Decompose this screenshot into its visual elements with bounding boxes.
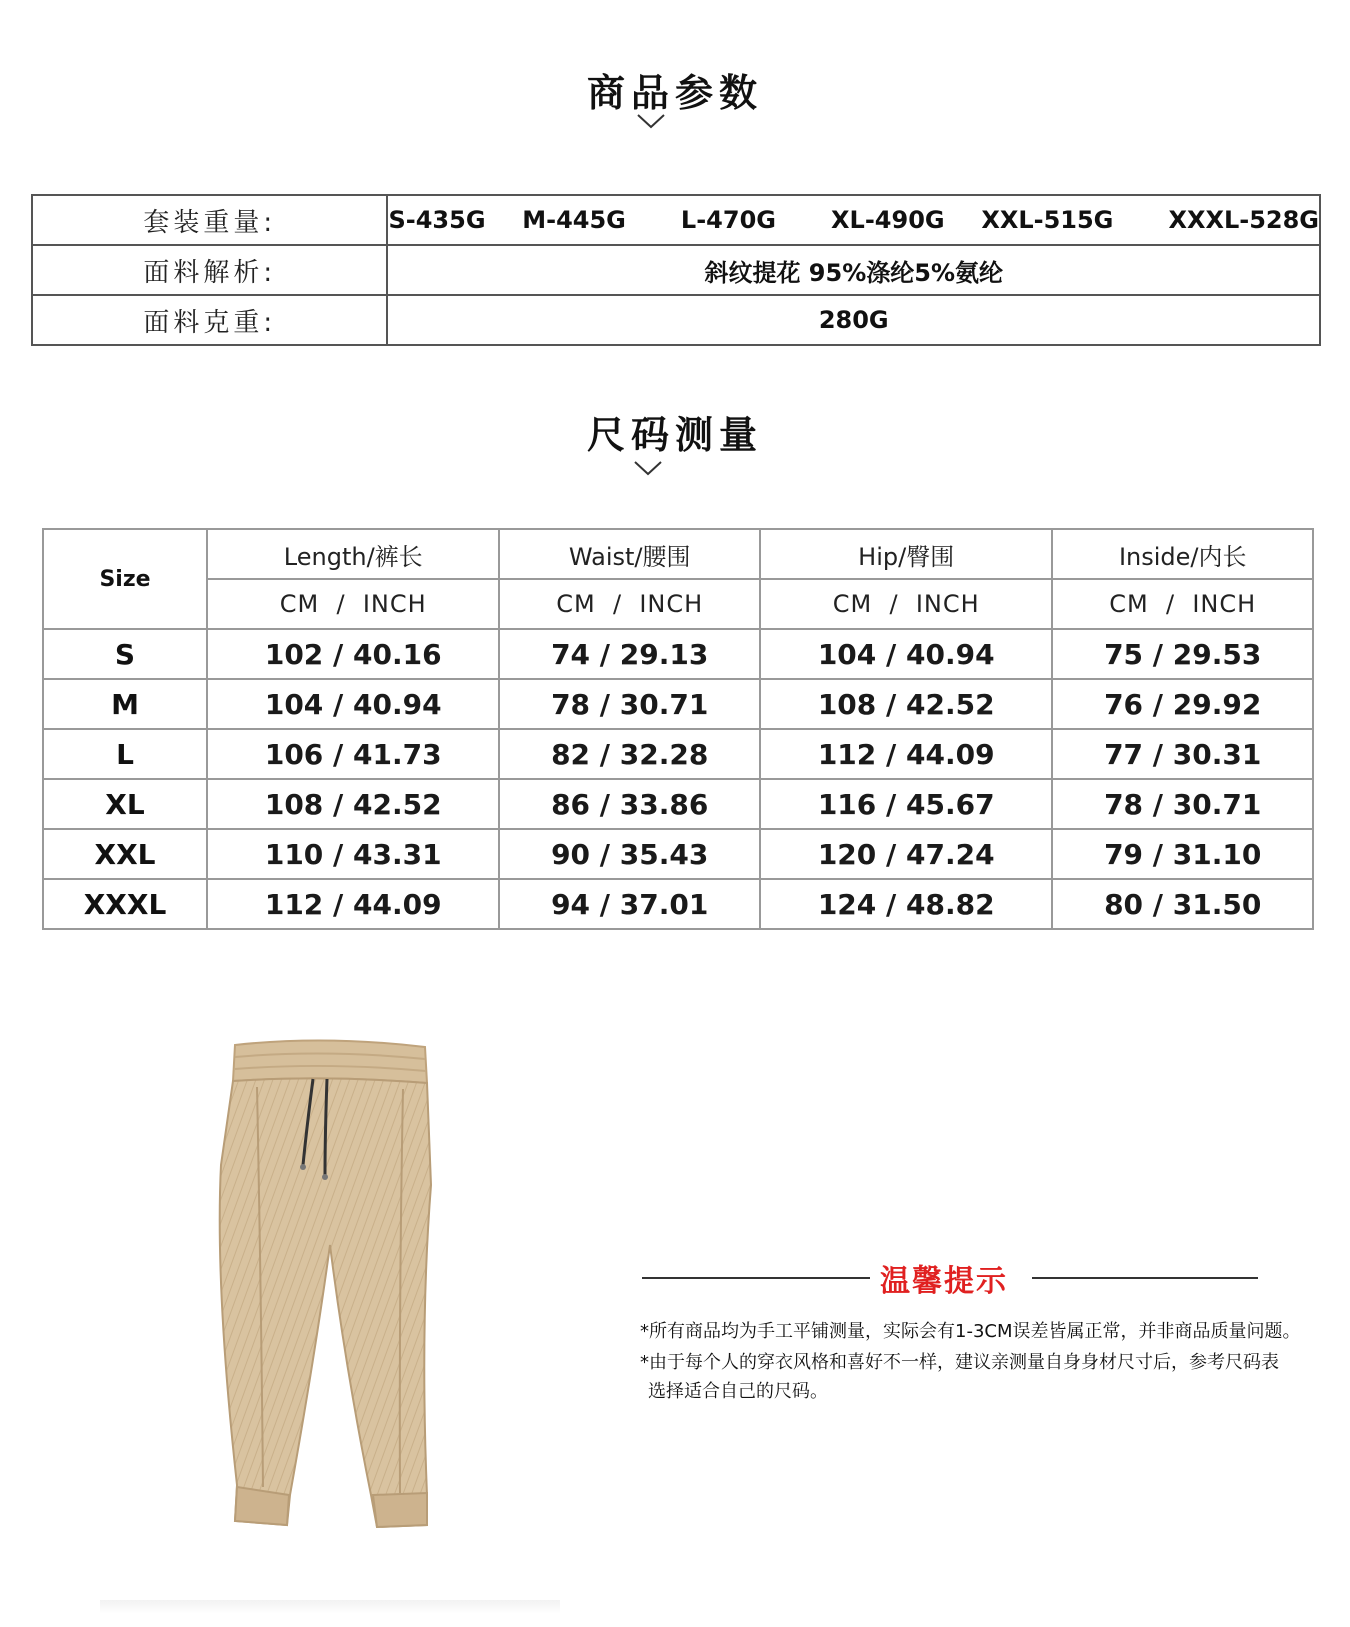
table-row bbox=[43, 779, 1313, 829]
table-row bbox=[43, 679, 1313, 729]
table-cell: 75 / 29.53 bbox=[1052, 629, 1313, 679]
param-value: 斜纹提花 95%涤纶5%氨纶 bbox=[387, 245, 1320, 295]
table-cell: 124 / 48.82 bbox=[760, 879, 1052, 929]
table-cell: 112 / 44.09 bbox=[760, 729, 1052, 779]
tip-line: 选择适合自己的尺码。 bbox=[648, 1381, 828, 1402]
params-table bbox=[31, 194, 1321, 346]
table-row bbox=[43, 829, 1313, 879]
table-header-row bbox=[43, 529, 1313, 579]
size-label: M bbox=[43, 679, 207, 729]
chevron-down-icon bbox=[633, 460, 663, 476]
table-cell: 79 / 31.10 bbox=[1052, 829, 1313, 879]
table-cell: 120 / 47.24 bbox=[760, 829, 1052, 879]
tip-line: *所有商品均为手工平铺测量，实际会有1-3CM误差皆属正常，并非商品质量问题。 bbox=[640, 1321, 1301, 1342]
params-section-title: 商品参数 bbox=[586, 71, 763, 115]
param-label: 面料克重: bbox=[32, 295, 387, 345]
unit-label: CM / INCH bbox=[499, 579, 760, 629]
tips-title: 温馨提示 bbox=[880, 1264, 1008, 1299]
table-cell: 82 / 32.28 bbox=[499, 729, 760, 779]
table-cell: 86 / 33.86 bbox=[499, 779, 760, 829]
table-cell: 104 / 40.94 bbox=[760, 629, 1052, 679]
pants-product-image bbox=[195, 1035, 455, 1555]
param-label: 套装重量: bbox=[32, 195, 387, 245]
column-header: Waist/腰围 bbox=[499, 529, 760, 579]
divider bbox=[642, 1277, 870, 1279]
size-table bbox=[42, 528, 1314, 930]
table-cell: 116 / 45.67 bbox=[760, 779, 1052, 829]
table-row bbox=[43, 629, 1313, 679]
image-shadow bbox=[100, 1600, 560, 1614]
table-cell: 78 / 30.71 bbox=[499, 679, 760, 729]
table-cell: 108 / 42.52 bbox=[760, 679, 1052, 729]
unit-label: CM / INCH bbox=[1052, 579, 1313, 629]
unit-label: CM / INCH bbox=[207, 579, 499, 629]
table-cell: 104 / 40.94 bbox=[207, 679, 499, 729]
table-row bbox=[43, 729, 1313, 779]
size-label: L bbox=[43, 729, 207, 779]
table-unit-row bbox=[43, 579, 1313, 629]
column-header: Inside/内长 bbox=[1052, 529, 1313, 579]
table-cell: 106 / 41.73 bbox=[207, 729, 499, 779]
param-value: S-435G M-445G L-470G XL-490G XXL-515G XXXL-528G bbox=[387, 195, 1320, 245]
table-row bbox=[43, 879, 1313, 929]
table-cell: 90 / 35.43 bbox=[499, 829, 760, 879]
table-cell: 76 / 29.92 bbox=[1052, 679, 1313, 729]
table-cell: 77 / 30.31 bbox=[1052, 729, 1313, 779]
table-cell: 110 / 43.31 bbox=[207, 829, 499, 879]
table-cell: 108 / 42.52 bbox=[207, 779, 499, 829]
column-header: Length/裤长 bbox=[207, 529, 499, 579]
size-label: XXXL bbox=[43, 879, 207, 929]
param-value: 280G bbox=[387, 295, 1320, 345]
param-label: 面料解析: bbox=[32, 245, 387, 295]
column-header: Hip/臀围 bbox=[760, 529, 1052, 579]
size-section-title: 尺码测量 bbox=[586, 413, 763, 457]
table-cell: 102 / 40.16 bbox=[207, 629, 499, 679]
table-cell: 78 / 30.71 bbox=[1052, 779, 1313, 829]
table-cell: 74 / 29.13 bbox=[499, 629, 760, 679]
size-column-header: Size bbox=[43, 529, 207, 629]
table-row bbox=[32, 245, 1320, 295]
size-label: XXL bbox=[43, 829, 207, 879]
tip-line: *由于每个人的穿衣风格和喜好不一样，建议亲测量自身身材尺寸后，参考尺码表 bbox=[640, 1352, 1279, 1373]
table-cell: 112 / 44.09 bbox=[207, 879, 499, 929]
unit-label: CM / INCH bbox=[760, 579, 1052, 629]
table-cell: 80 / 31.50 bbox=[1052, 879, 1313, 929]
divider bbox=[1032, 1277, 1258, 1279]
table-row bbox=[32, 195, 1320, 245]
table-row bbox=[32, 295, 1320, 345]
chevron-down-icon bbox=[636, 113, 666, 129]
table-cell: 94 / 37.01 bbox=[499, 879, 760, 929]
size-label: XL bbox=[43, 779, 207, 829]
size-label: S bbox=[43, 629, 207, 679]
